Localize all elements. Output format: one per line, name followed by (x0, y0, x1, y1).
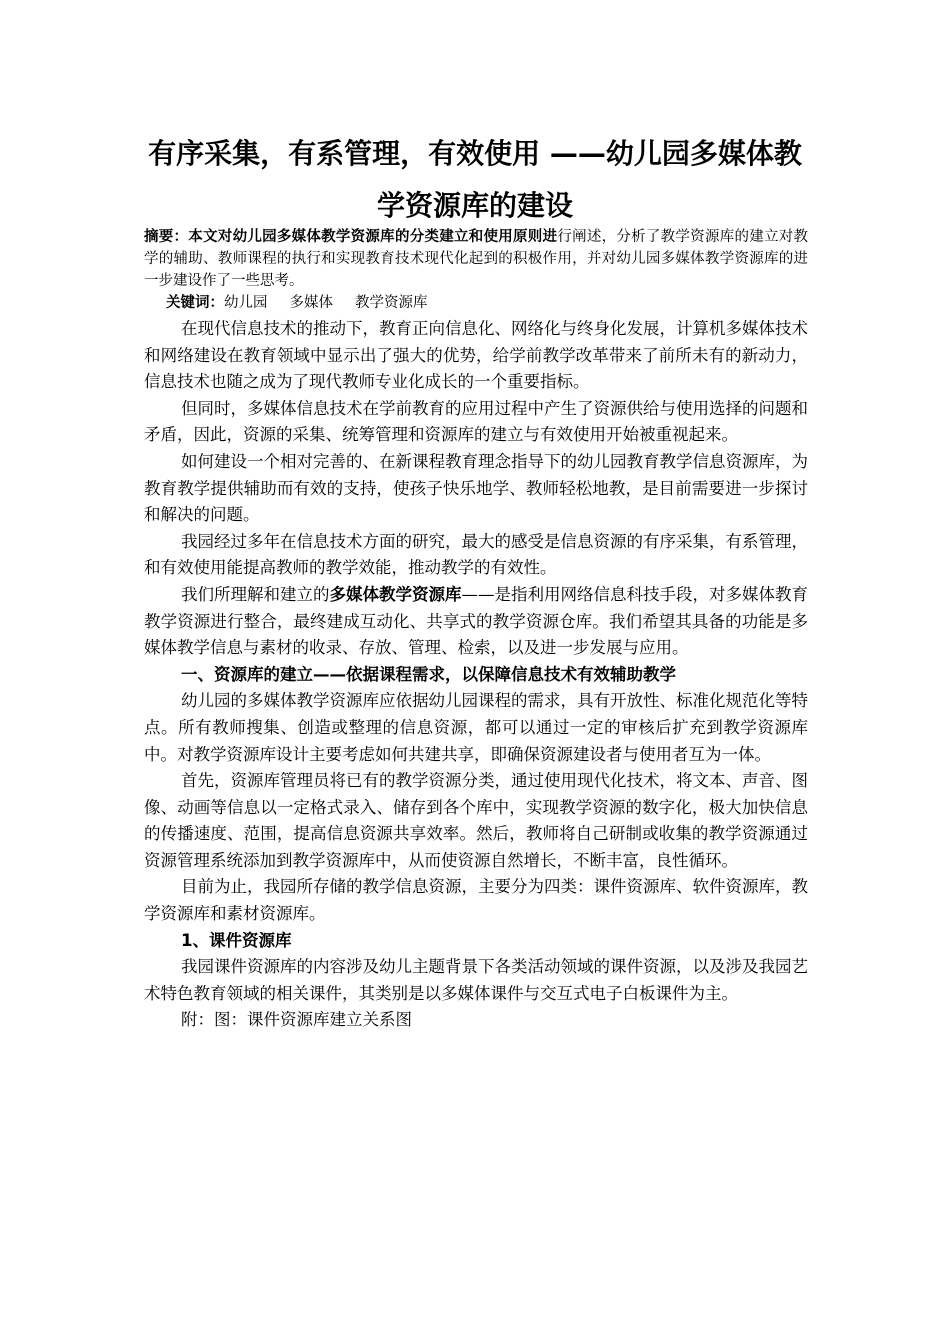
paragraph-text: ——是指利用网络信息科技手段，对多媒体教育教学资源进行整合，最终建成互动化、共享式的教学资源仓库。我们希望其具备的功能是多媒体教学信息与素材的收录、存放、管理、检索，以及进一步发展与应用。 (144, 584, 808, 658)
paragraph-text: 我们所理解和建立的 (181, 584, 330, 604)
keywords-label: 关键词： (166, 295, 224, 311)
abstract-text: 行阐述，分析了教学资源库的建立对教学的辅助、教师课程的执行和实现教育技术现代化起到的积极作用，并对幼儿园多媒体教学资源库的进一步建设作了一些思考。 (144, 229, 809, 289)
keywords (144, 292, 808, 314)
document-title (140, 128, 810, 232)
emphasis-term: 多媒体教学资源库 (329, 584, 462, 604)
figure-caption: 附：图：课件资源库建立关系图 (181, 1010, 412, 1030)
paragraph: 我园课件资源库的内容涉及幼儿主题背景下各类活动领域的课件资源，以及涉及我园艺术特色教育领域的相关课件，其类别是以多媒体课件与交互式电子白板课件为主。 (144, 957, 808, 1003)
title-line-2: 学资源库的建设 (376, 189, 573, 222)
document-body (144, 226, 808, 1034)
paragraph: 但同时，多媒体信息技术在学前教育的应用过程中产生了资源供给与使用选择的问题和矛盾，因此，资源的采集、统筹管理和资源库的建立与有效使用开始被重视起来。 (144, 398, 808, 445)
subsection-heading: 1、课件资源库 (181, 930, 292, 950)
keyword: 多媒体 (289, 295, 333, 311)
paragraph: 首先，资源库管理员将已有的教学资源分类，通过使用现代化技术，将文本、声音、图像、动画等信息以一定格式录入、储存到各个库中，实现教学资源的数字化，极大加快信息的传播速度、范围，提高信息资源共享效率。然后，教师将自己研制或收集的教学资源通过资源管理系统添加到教学资源库中，从而使资源自然增长，不断丰富，良性循环。 (144, 771, 808, 870)
keyword: 教学资源库 (355, 295, 428, 311)
paragraph: 在现代信息技术的推动下，教育正向信息化、网络化与终身化发展，计算机多媒体技术和网络建设在教育领域中显示出了强大的优势，给学前教学改革带来了前所未有的新动力，信息技术也随之成为了现代教师专业化成长的一个重要指标。 (144, 319, 808, 392)
keyword: 幼儿园 (224, 295, 268, 311)
title-line-1: 有序采集，有系管理，有效使用 ——幼儿园多媒体教 (148, 137, 802, 170)
paragraph: 如何建设一个相对完善的、在新课程教育理念指导下的幼儿园教育教学信息资源库，为教育教学提供辅助而有效的支持，使孩子快乐地学、教师轻松地教，是目前需要进一步探讨和解决的问题。 (144, 451, 808, 525)
paragraph: 目前为止，我园所存储的教学信息资源，主要分为四类：课件资源库、软件资源库，教学资源库和素材资源库。 (144, 877, 808, 924)
paragraph: 幼儿园的多媒体教学资源库应依据幼儿园课程的需求，具有开放性、标准化规范化等特点。所有教师搜集、创造或整理的信息资源，都可以通过一定的审核后扩充到教学资源库中。对教学资源库设计主要考虑如何共建共享，即确保资源建设者与使用者互为一体。 (144, 691, 808, 764)
section-heading: 一、资源库的建立——依据课程需求，以保障信息技术有效辅助教学 (181, 664, 676, 684)
paragraph (144, 582, 808, 662)
abstract-lead: 摘要：本文对幼儿园多媒体教学资源库的分类建立和使用原则进 (144, 229, 558, 245)
paragraph: 我园经过多年在信息技术方面的研究，最大的感受是信息资源的有序采集，有系管理，和有效使用能提高教师的教学效能，推动教学的有效性。 (144, 531, 808, 578)
abstract (144, 226, 808, 292)
